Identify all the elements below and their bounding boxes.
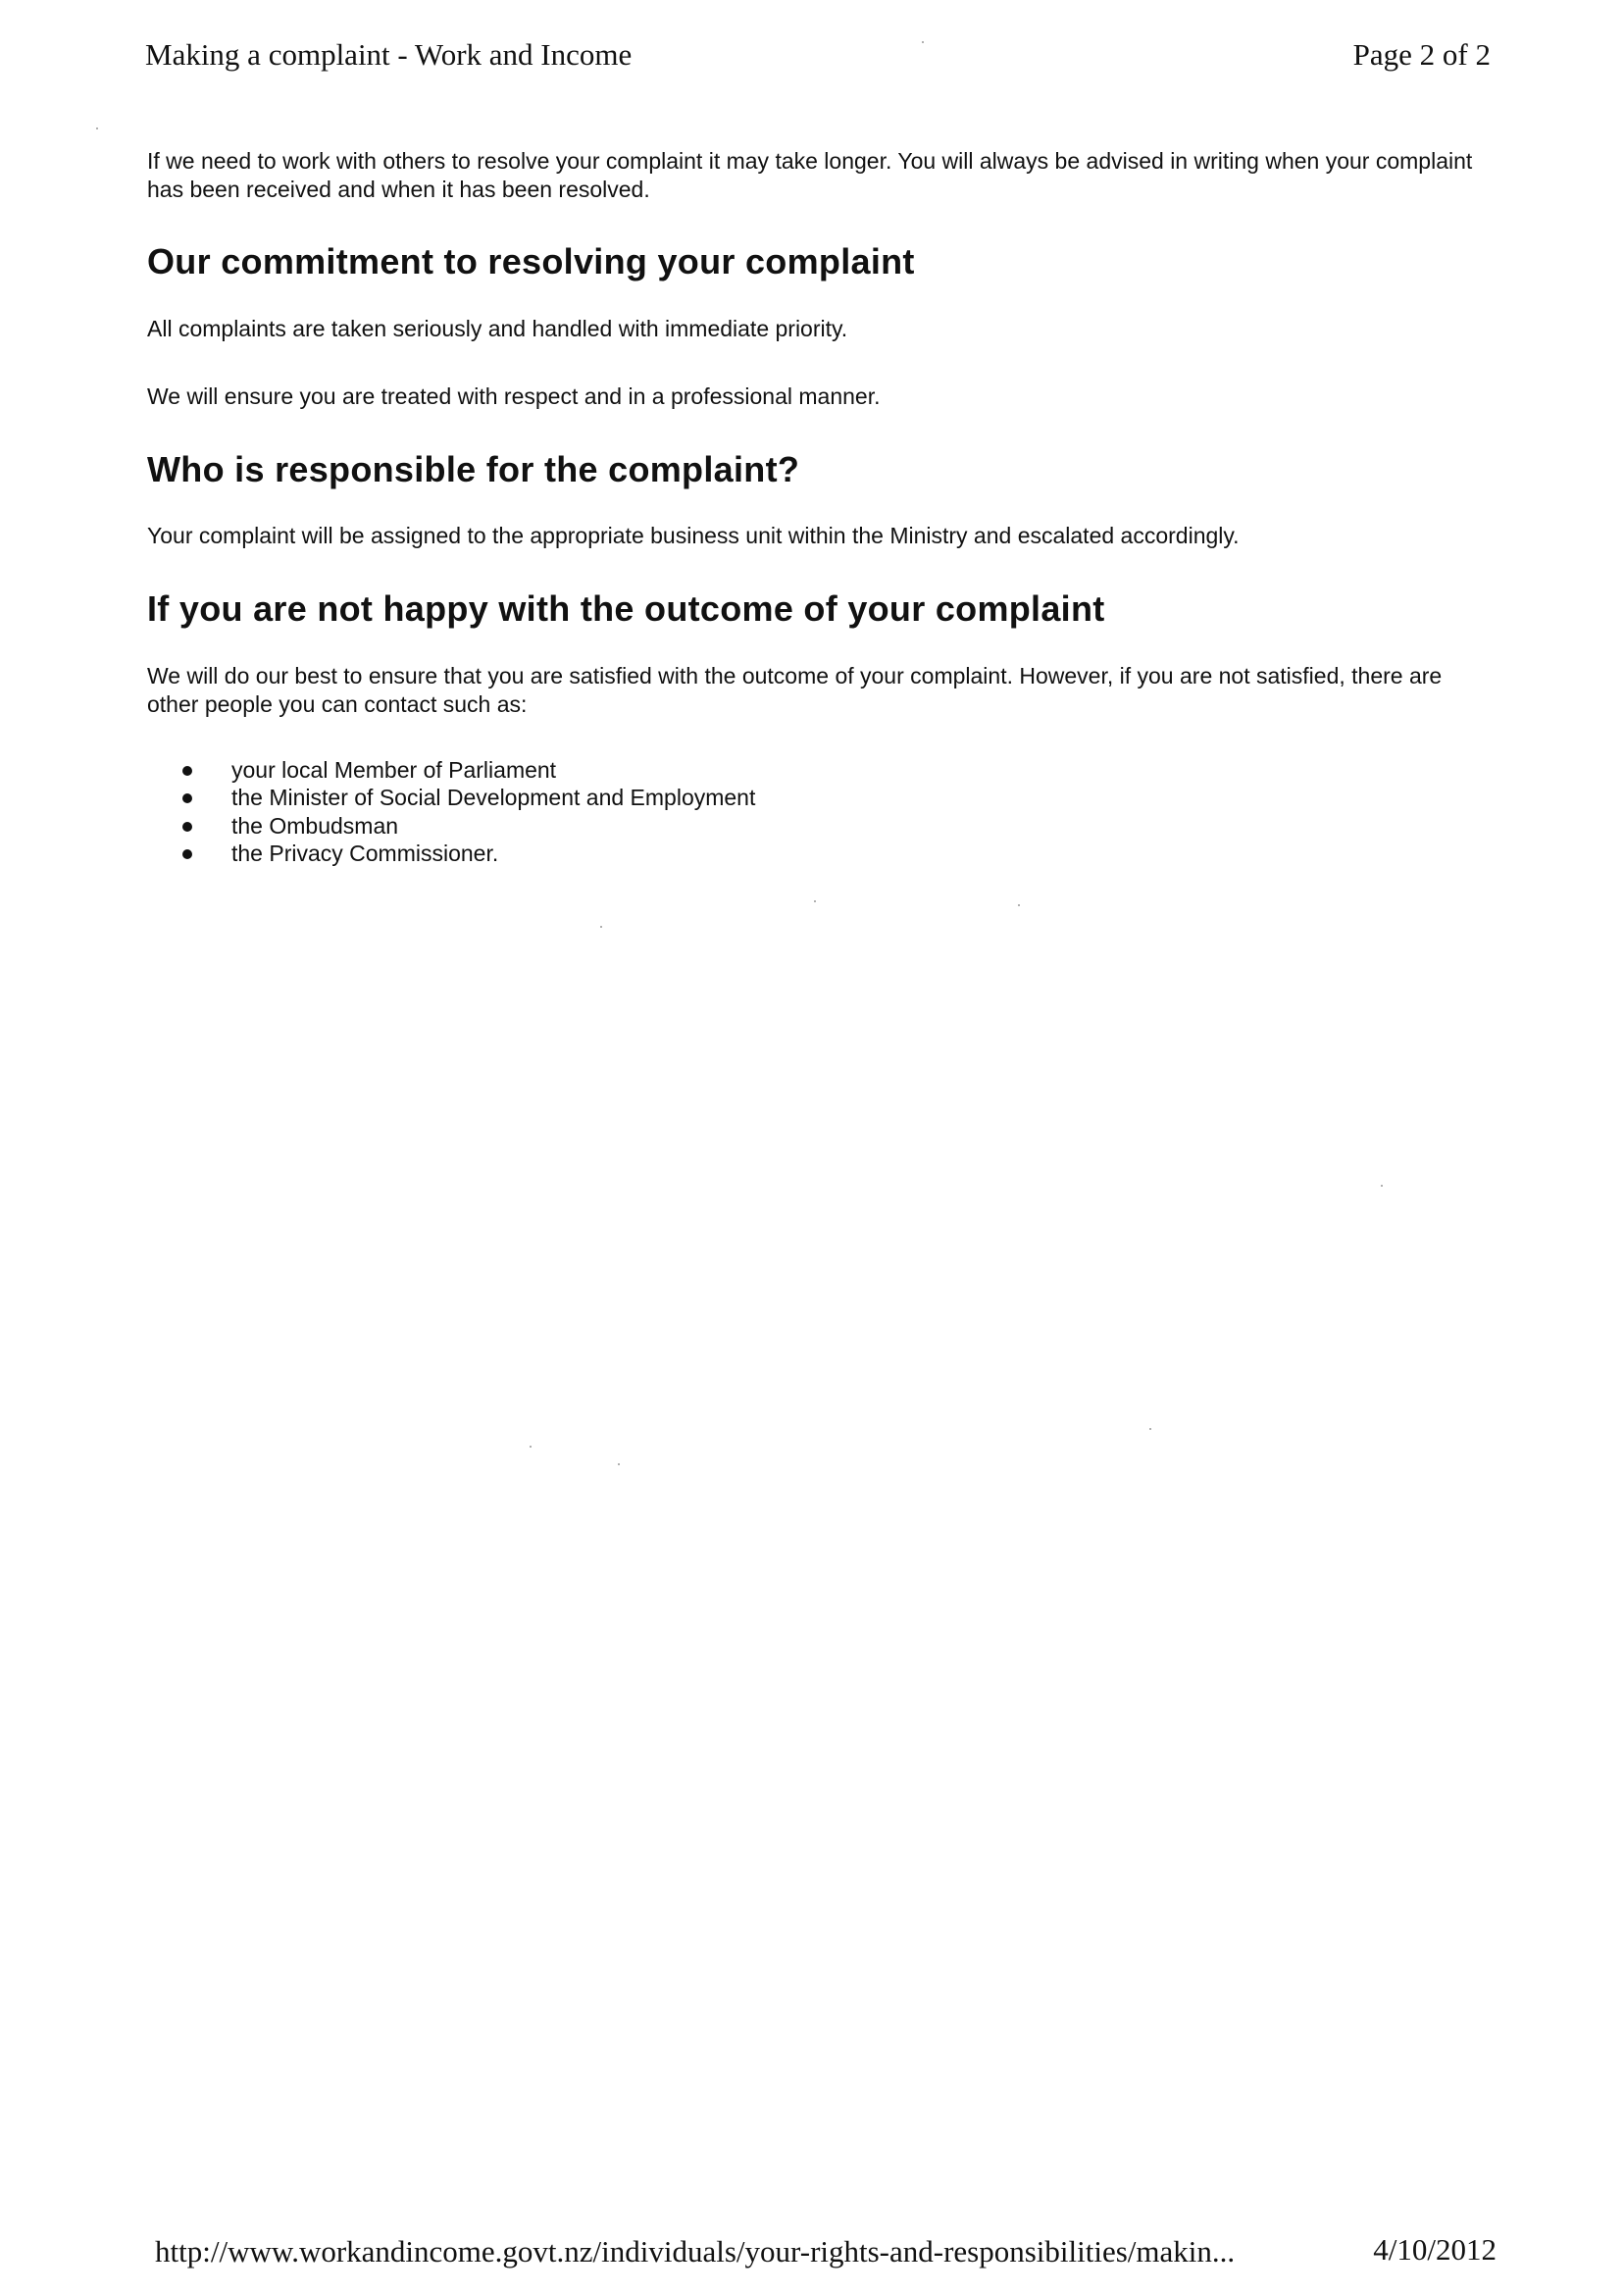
scan-speck — [1018, 904, 1020, 906]
list-item — [182, 756, 1491, 785]
list-item-text: the Ombudsman — [231, 812, 399, 839]
section-heading-responsible: Who is responsible for the complaint? — [147, 448, 800, 489]
section-heading-not-happy: If you are not happy with the outcome of your complaint — [147, 588, 1105, 630]
section-paragraph: We will do our best to ensure that you are satisfied with the outcome of your complaint. However, if you are not satisfied, there are other people you can contact such as: — [147, 662, 1443, 717]
document-title: Making a complaint - Work and Income — [145, 37, 633, 72]
list-item-text: the Privacy Commissioner. — [231, 841, 499, 867]
scan-speck — [600, 926, 602, 928]
bullet-icon — [182, 793, 192, 803]
list-item-text: your local Member of Parliament — [231, 756, 557, 783]
contact-list — [147, 756, 1491, 868]
list-item — [182, 784, 1491, 812]
bullet-icon — [182, 766, 192, 776]
scan-speck — [96, 127, 98, 129]
bullet-icon — [182, 822, 192, 832]
list-item — [182, 840, 1491, 868]
section-paragraph: Your complaint will be assigned to the appropriate business unit within the Ministry and escalated accordingly. — [147, 523, 1240, 549]
scan-speck — [618, 1463, 620, 1465]
print-date: 4/10/2012 — [1373, 2232, 1497, 2267]
scan-speck — [1149, 1428, 1151, 1430]
page-number: Page 2 of 2 — [1352, 37, 1491, 72]
scan-speck — [814, 900, 816, 902]
bullet-icon — [182, 849, 192, 859]
section-paragraph: We will ensure you are treated with respect and in a professional manner. — [147, 382, 881, 409]
source-url: http://www.workandincome.govt.nz/individuals/your-rights-and-responsibilities/makin... — [155, 2234, 1236, 2269]
list-item — [182, 812, 1491, 841]
scan-speck — [530, 1446, 532, 1448]
intro-paragraph: If we need to work with others to resolve your complaint it may take longer. You will always be advised in writing when your complaint has been received and when it has been resolved. — [147, 148, 1473, 202]
section-paragraph: All complaints are taken seriously and handled with immediate priority. — [147, 315, 848, 341]
section-heading-commitment: Our commitment to resolving your complaint — [147, 241, 915, 281]
list-item-text: the Minister of Social Development and Employment — [231, 785, 756, 811]
scan-speck — [1381, 1185, 1383, 1187]
main-content — [147, 147, 1491, 868]
scan-speck — [922, 41, 924, 43]
